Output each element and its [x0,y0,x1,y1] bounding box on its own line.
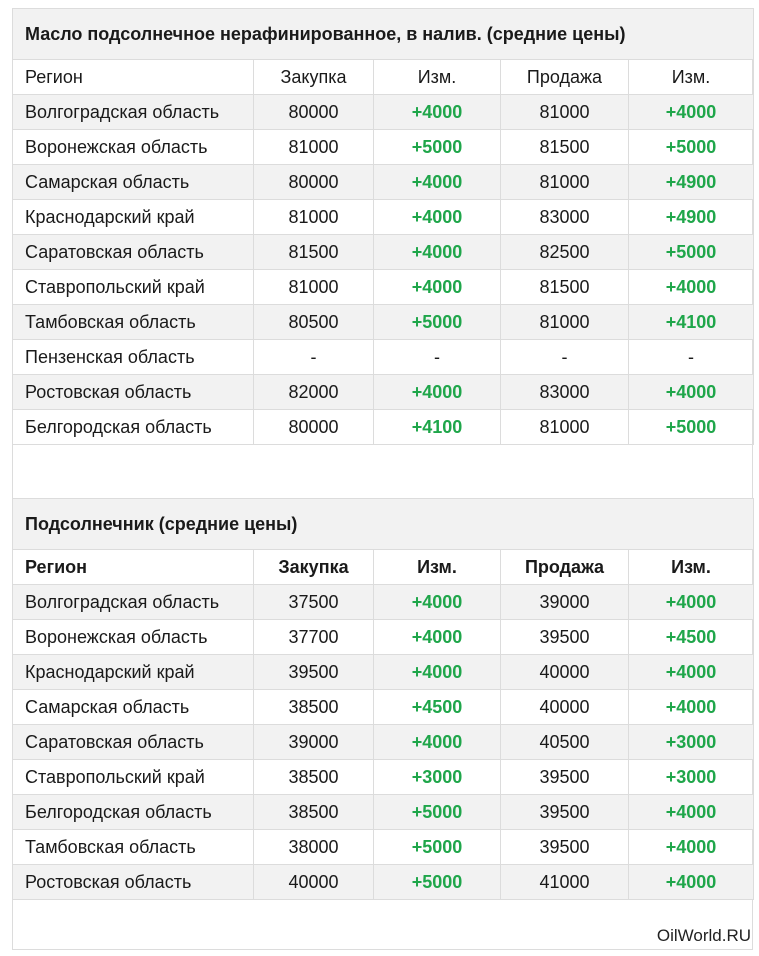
table-row [13,830,754,865]
sale-cell: 81000 [501,165,629,200]
region-cell: Краснодарский край [13,655,254,690]
col-region: Регион [13,550,254,585]
region-cell: Пензенская область [13,340,254,375]
sale-cell: - [501,340,629,375]
col-sale: Продажа [501,550,629,585]
purchase-change-cell: +4000 [374,165,501,200]
region-cell: Ростовская область [13,865,254,900]
purchase-change-cell: +4000 [374,95,501,130]
region-cell: Ставропольский край [13,270,254,305]
sale-change-cell: +3000 [629,760,754,795]
purchase-cell: - [254,340,374,375]
sale-cell: 40000 [501,690,629,725]
purchase-cell: 80000 [254,410,374,445]
col-sale-change: Изм. [629,550,754,585]
col-sale-change: Изм. [629,60,754,95]
table-row [13,200,754,235]
sale-change-cell: +4000 [629,690,754,725]
sale-change-cell: +4100 [629,305,754,340]
table-row [13,725,754,760]
purchase-cell: 38000 [254,830,374,865]
purchase-cell: 80000 [254,165,374,200]
sale-cell: 41000 [501,865,629,900]
purchase-change-cell: +4000 [374,585,501,620]
purchase-change-cell: +4000 [374,200,501,235]
purchase-change-cell: +5000 [374,830,501,865]
purchase-cell: 81000 [254,270,374,305]
purchase-cell: 81500 [254,235,374,270]
region-cell: Саратовская область [13,235,254,270]
region-cell: Волгоградская область [13,585,254,620]
purchase-change-cell: +5000 [374,305,501,340]
table-spacer [12,444,753,498]
col-purchase: Закупка [254,60,374,95]
sale-cell: 83000 [501,200,629,235]
oil-table-header-row [13,60,754,95]
region-cell: Волгоградская область [13,95,254,130]
sale-change-cell: +4500 [629,620,754,655]
col-sale: Продажа [501,60,629,95]
sale-change-cell: +4000 [629,95,754,130]
region-cell: Ставропольский край [13,760,254,795]
table-row [13,795,754,830]
region-cell: Краснодарский край [13,200,254,235]
sale-change-cell: +4000 [629,375,754,410]
sale-cell: 82500 [501,235,629,270]
sale-change-cell: +4900 [629,200,754,235]
table-row [13,305,754,340]
table-row [13,585,754,620]
sale-cell: 81500 [501,270,629,305]
col-region: Регион [13,60,254,95]
sunflower-table-header-row [13,550,754,585]
table-row [13,340,754,375]
sale-change-cell: +4000 [629,830,754,865]
purchase-change-cell: +4000 [374,725,501,760]
table-row [13,165,754,200]
region-cell: Воронежская область [13,130,254,165]
table-row [13,375,754,410]
sale-cell: 39000 [501,585,629,620]
purchase-change-cell: +4100 [374,410,501,445]
purchase-cell: 38500 [254,795,374,830]
oil-table-title: Масло подсолнечное нерафинированное, в налив. (средние цены) [13,9,754,60]
sale-cell: 39500 [501,620,629,655]
table-row [13,760,754,795]
region-cell: Воронежская область [13,620,254,655]
purchase-cell: 37500 [254,585,374,620]
sale-cell: 81000 [501,410,629,445]
sale-change-cell: +4900 [629,165,754,200]
sale-change-cell: +5000 [629,130,754,165]
table-row [13,130,754,165]
region-cell: Самарская область [13,690,254,725]
region-cell: Тамбовская область [13,830,254,865]
sale-change-cell: +5000 [629,235,754,270]
purchase-change-cell: +3000 [374,760,501,795]
sunflower-table-title: Подсолнечник (средние цены) [13,499,754,550]
col-purchase-change: Изм. [374,550,501,585]
purchase-change-cell: +4000 [374,655,501,690]
sale-change-cell: +4000 [629,795,754,830]
purchase-cell: 82000 [254,375,374,410]
table-row [13,95,754,130]
sale-cell: 40000 [501,655,629,690]
oil-table-title-row [13,9,754,60]
purchase-change-cell: +4000 [374,375,501,410]
region-cell: Ростовская область [13,375,254,410]
sale-cell: 81500 [501,130,629,165]
table-row [13,410,754,445]
purchase-change-cell: +5000 [374,795,501,830]
purchase-cell: 38500 [254,760,374,795]
purchase-cell: 39000 [254,725,374,760]
oil-price-table [12,8,754,445]
col-purchase-change: Изм. [374,60,501,95]
purchase-change-cell: - [374,340,501,375]
purchase-change-cell: +5000 [374,865,501,900]
table-row [13,235,754,270]
purchase-cell: 38500 [254,690,374,725]
sale-cell: 83000 [501,375,629,410]
sale-cell: 40500 [501,725,629,760]
table-row [13,690,754,725]
sale-cell: 81000 [501,95,629,130]
sale-cell: 39500 [501,760,629,795]
purchase-change-cell: +4000 [374,235,501,270]
sale-cell: 81000 [501,305,629,340]
purchase-cell: 40000 [254,865,374,900]
table-row [13,655,754,690]
purchase-change-cell: +5000 [374,130,501,165]
table-row [13,620,754,655]
sale-change-cell: +4000 [629,270,754,305]
sale-change-cell: +4000 [629,865,754,900]
sale-change-cell: +5000 [629,410,754,445]
purchase-cell: 81000 [254,200,374,235]
sunflower-price-table [12,498,754,900]
sunflower-table-title-row [13,499,754,550]
region-cell: Белгородская область [13,795,254,830]
table-row [13,865,754,900]
purchase-change-cell: +4500 [374,690,501,725]
purchase-change-cell: +4000 [374,620,501,655]
region-cell: Саратовская область [13,725,254,760]
sale-change-cell: +4000 [629,655,754,690]
purchase-cell: 37700 [254,620,374,655]
sale-change-cell: +3000 [629,725,754,760]
region-cell: Самарская область [13,165,254,200]
sale-change-cell: +4000 [629,585,754,620]
sale-cell: 39500 [501,795,629,830]
region-cell: Тамбовская область [13,305,254,340]
table-row [13,270,754,305]
purchase-cell: 39500 [254,655,374,690]
purchase-cell: 80500 [254,305,374,340]
brand-watermark: OilWorld.RU [656,926,751,945]
sale-cell: 39500 [501,830,629,865]
region-cell: Белгородская область [13,410,254,445]
sale-change-cell: - [629,340,754,375]
purchase-cell: 81000 [254,130,374,165]
col-purchase: Закупка [254,550,374,585]
purchase-change-cell: +4000 [374,270,501,305]
purchase-cell: 80000 [254,95,374,130]
